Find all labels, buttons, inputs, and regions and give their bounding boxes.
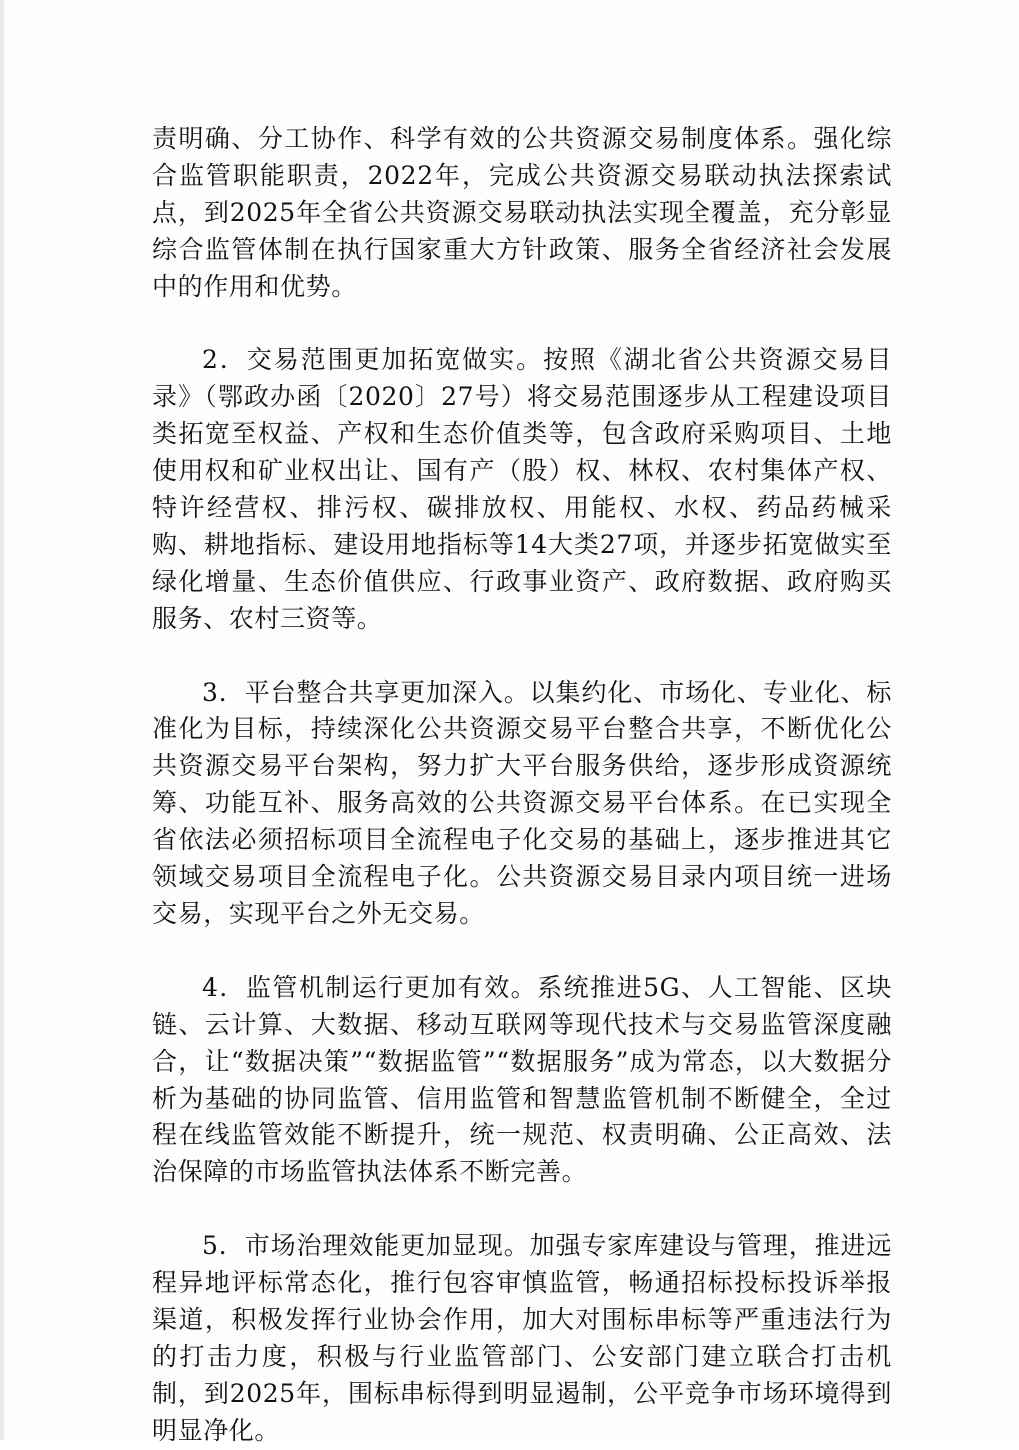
- paragraph-3: 3．平台整合共享更加深入。以集约化、市场化、专业化、标准化为目标，持续深化公共资源交易平台整合共享，不断优化公共资源交易平台架构，努力扩大平台服务供给，逐步形成资源统筹、功能互补、服务高效的公共资源交易平台体系。在已实现全省依法必须招标项目全流程电子化交易的基础上，逐步推进其它领域交易项目全流程电子化。公共资源交易目录内项目统一进场交易，实现平台之外无交易。: [152, 677, 892, 928]
- paragraph-2: 2．交易范围更加拓宽做实。按照《湖北省公共资源交易目录》（鄂政办函〔2020〕27号）将交易范围逐步从工程建设项目类拓宽至权益、产权和生态价值类等，包含政府采购项目、土地使用权和矿业权出让、国有产（股）权、林权、农村集体产权、特许经营权、排污权、碳排放权、用能权、水权、药品药械采购、耕地指标、建设用地指标等14大类27项，并逐步拓宽做实至绿化增量、生态价值供应、行政事业资产、政府数据、政府购买服务、农村三资等。: [152, 345, 892, 633]
- paragraph-continued: 责明确、分工协作、科学有效的公共资源交易制度体系。强化综合监管职能职责，2022年，完成公共资源交易联动执法探索试点，到2025年全省公共资源交易联动执法实现全覆盖，充分彰显综合监管体制在执行国家重大方针政策、服务全省经济社会发展中的作用和优势。: [152, 124, 892, 301]
- document-body: [152, 121, 892, 1450]
- scan-edge: [0, 0, 4, 1440]
- paragraph-5: 5．市场治理效能更加显现。加强专家库建设与管理，推进远程异地评标常态化，推行包容审慎监管，畅通招标投标投诉举报渠道，积极发挥行业协会作用，加大对围标串标等严重违法行为的打击力度，积极与行业监管部门、公安部门建立联合打击机制，到2025年，围标串标得到明显遏制，公平竞争市场环境得到明显净化。: [152, 1231, 892, 1445]
- paragraph-4: 4．监管机制运行更加有效。系统推进5G、人工智能、区块链、云计算、大数据、移动互联网等现代技术与交易监管深度融合，让“数据决策”“数据监管”“数据服务”成为常态，以大数据分析为基础的协同监管、信用监管和智慧监管机制不断健全，全过程在线监管效能不断提升，统一规范、权责明确、公正高效、法治保障的市场监管执法体系不断完善。: [152, 972, 892, 1187]
